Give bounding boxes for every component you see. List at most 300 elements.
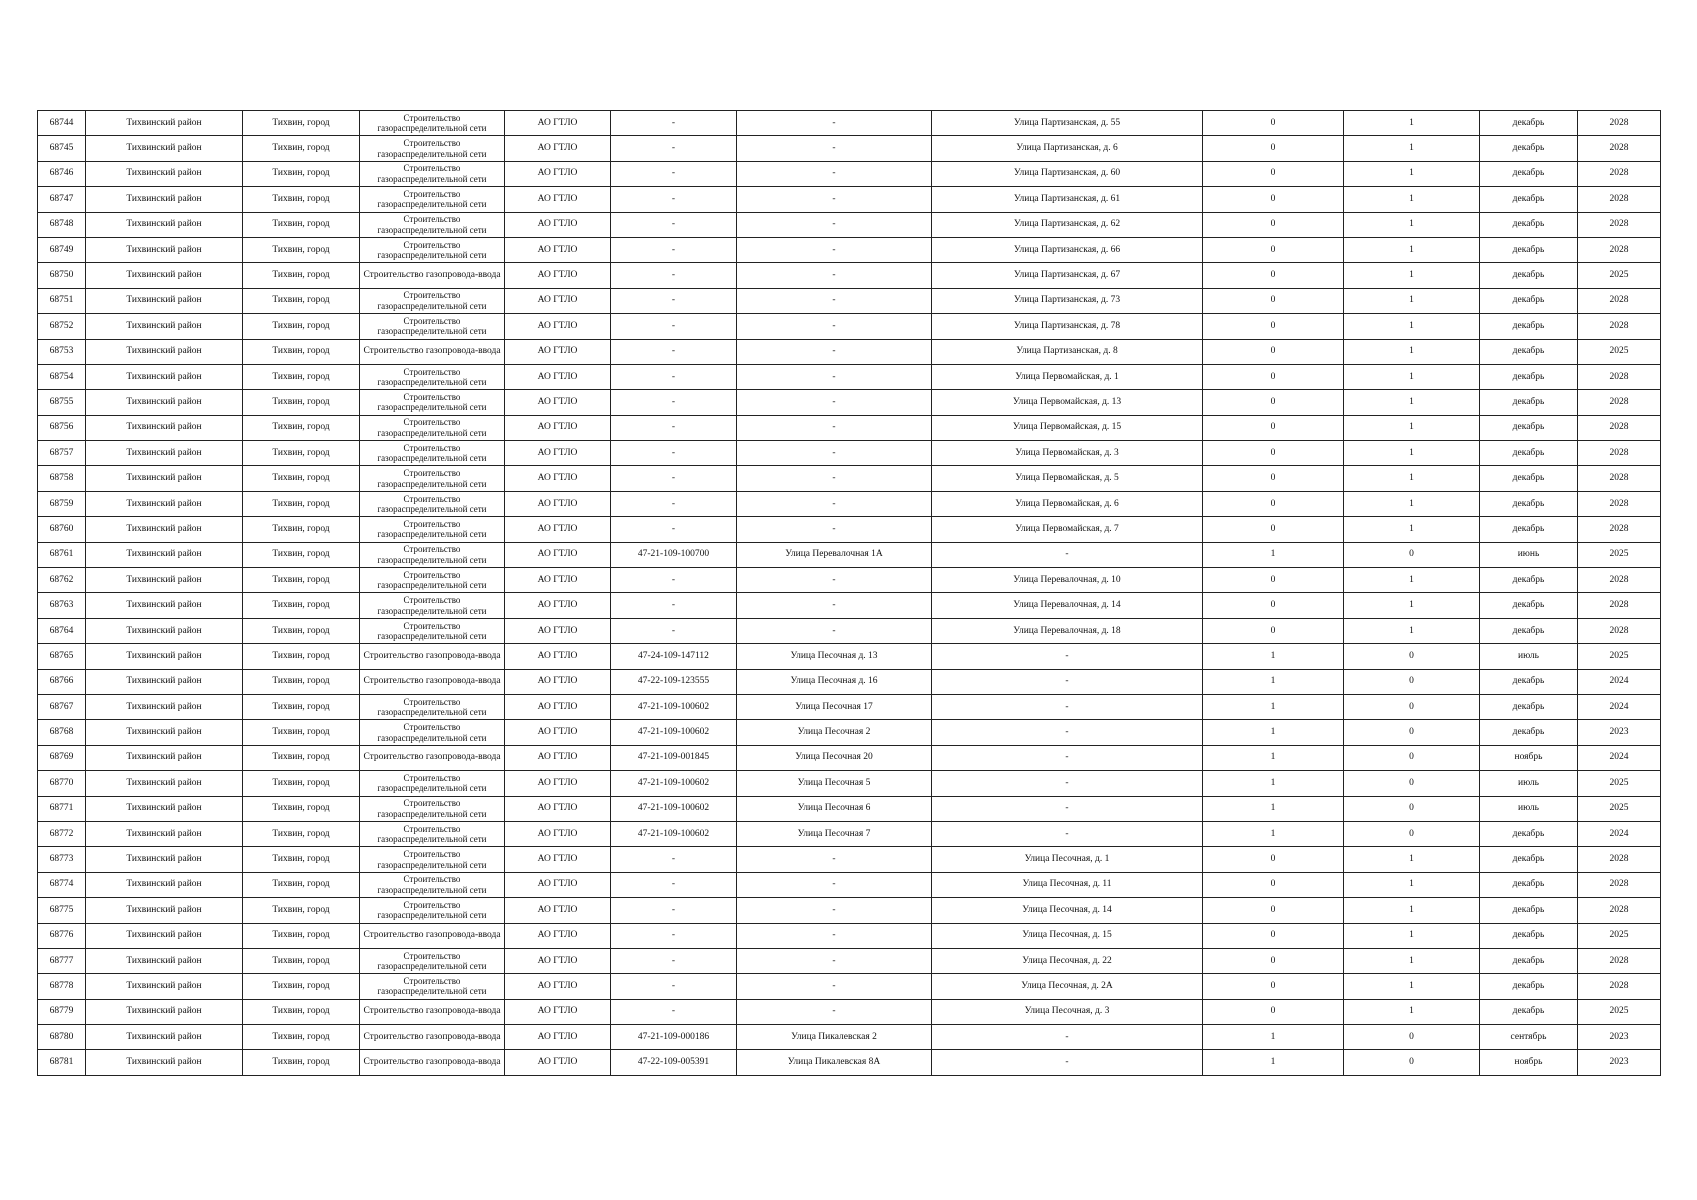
month-cell: декабрь: [1480, 923, 1578, 948]
operator-cell: АО ГТЛО: [505, 161, 611, 186]
work-type-cell: Строительство газораспределительной сети: [360, 136, 505, 161]
month-cell: декабрь: [1480, 263, 1578, 288]
year-cell: 2028: [1578, 974, 1661, 999]
district-cell: Тихвинский район: [86, 593, 243, 618]
flag-a-cell: 1: [1203, 745, 1344, 770]
flag-a-cell: 1: [1203, 669, 1344, 694]
cadastral-number-cell: -: [611, 898, 737, 923]
house-address-cell: -: [932, 644, 1203, 669]
row-id-cell: 68763: [38, 593, 86, 618]
work-type-cell: Строительство газораспределительной сети: [360, 898, 505, 923]
table-row: [38, 872, 1661, 897]
locality-cell: Тихвин, город: [243, 796, 360, 821]
work-type-cell: Строительство газораспределительной сети: [360, 974, 505, 999]
flag-a-cell: 0: [1203, 847, 1344, 872]
flag-b-cell: 1: [1344, 364, 1480, 389]
operator-cell: АО ГТЛО: [505, 948, 611, 973]
work-type-cell: Строительство газораспределительной сети: [360, 517, 505, 542]
cadastral-number-cell: -: [611, 314, 737, 339]
district-cell: Тихвинский район: [86, 898, 243, 923]
cadastral-number-cell: -: [611, 187, 737, 212]
table-row: [38, 771, 1661, 796]
month-cell: декабрь: [1480, 288, 1578, 313]
house-address-cell: -: [932, 821, 1203, 846]
district-cell: Тихвинский район: [86, 872, 243, 897]
cadastral-number-cell: -: [611, 466, 737, 491]
house-address-cell: Улица Партизанская, д. 60: [932, 161, 1203, 186]
month-cell: декабрь: [1480, 593, 1578, 618]
flag-b-cell: 1: [1344, 999, 1480, 1024]
flag-b-cell: 1: [1344, 390, 1480, 415]
table-row: [38, 568, 1661, 593]
house-address-cell: Улица Песочная, д. 2А: [932, 974, 1203, 999]
locality-cell: Тихвин, город: [243, 847, 360, 872]
work-type-cell: Строительство газопровода-ввода: [360, 339, 505, 364]
table-row: [38, 237, 1661, 262]
locality-cell: Тихвин, город: [243, 339, 360, 364]
house-address-cell: Улица Песочная, д. 14: [932, 898, 1203, 923]
house-address-cell: Улица Перевалочная, д. 14: [932, 593, 1203, 618]
district-cell: Тихвинский район: [86, 999, 243, 1024]
flag-a-cell: 1: [1203, 720, 1344, 745]
locality-cell: Тихвин, город: [243, 441, 360, 466]
year-cell: 2028: [1578, 593, 1661, 618]
flag-b-cell: 1: [1344, 441, 1480, 466]
work-type-cell: Строительство газораспределительной сети: [360, 237, 505, 262]
object-address-cell: Улица Песочная д. 16: [737, 669, 932, 694]
month-cell: декабрь: [1480, 237, 1578, 262]
flag-b-cell: 1: [1344, 288, 1480, 313]
district-cell: Тихвинский район: [86, 491, 243, 516]
object-address-cell: Улица Перевалочная 1А: [737, 542, 932, 567]
month-cell: июль: [1480, 771, 1578, 796]
flag-b-cell: 1: [1344, 212, 1480, 237]
year-cell: 2028: [1578, 441, 1661, 466]
flag-b-cell: 0: [1344, 542, 1480, 567]
flag-b-cell: 0: [1344, 669, 1480, 694]
locality-cell: Тихвин, город: [243, 364, 360, 389]
object-address-cell: Улица Песочная 2: [737, 720, 932, 745]
year-cell: 2024: [1578, 669, 1661, 694]
house-address-cell: Улица Перевалочная, д. 10: [932, 568, 1203, 593]
object-address-cell: Улица Песочная д. 13: [737, 644, 932, 669]
object-address-cell: -: [737, 161, 932, 186]
month-cell: июль: [1480, 796, 1578, 821]
row-id-cell: 68748: [38, 212, 86, 237]
work-type-cell: Строительство газораспределительной сети: [360, 618, 505, 643]
row-id-cell: 68747: [38, 187, 86, 212]
year-cell: 2028: [1578, 161, 1661, 186]
year-cell: 2024: [1578, 694, 1661, 719]
year-cell: 2023: [1578, 1050, 1661, 1075]
table-row: [38, 111, 1661, 136]
district-cell: Тихвинский район: [86, 364, 243, 389]
operator-cell: АО ГТЛО: [505, 974, 611, 999]
flag-b-cell: 1: [1344, 923, 1480, 948]
object-address-cell: -: [737, 390, 932, 415]
flag-a-cell: 0: [1203, 263, 1344, 288]
cadastral-number-cell: -: [611, 390, 737, 415]
row-id-cell: 68759: [38, 491, 86, 516]
year-cell: 2025: [1578, 796, 1661, 821]
flag-b-cell: 1: [1344, 898, 1480, 923]
operator-cell: АО ГТЛО: [505, 288, 611, 313]
operator-cell: АО ГТЛО: [505, 771, 611, 796]
house-address-cell: Улица Первомайская, д. 5: [932, 466, 1203, 491]
work-type-cell: Строительство газораспределительной сети: [360, 441, 505, 466]
locality-cell: Тихвин, город: [243, 669, 360, 694]
month-cell: декабрь: [1480, 187, 1578, 212]
operator-cell: АО ГТЛО: [505, 999, 611, 1024]
flag-b-cell: 1: [1344, 314, 1480, 339]
cadastral-number-cell: -: [611, 237, 737, 262]
month-cell: сентябрь: [1480, 1025, 1578, 1050]
month-cell: декабрь: [1480, 872, 1578, 897]
cadastral-number-cell: 47-21-109-100602: [611, 720, 737, 745]
month-cell: декабрь: [1480, 618, 1578, 643]
table-row: [38, 694, 1661, 719]
cadastral-number-cell: 47-22-109-123555: [611, 669, 737, 694]
locality-cell: Тихвин, город: [243, 136, 360, 161]
district-cell: Тихвинский район: [86, 136, 243, 161]
work-type-cell: Строительство газопровода-ввода: [360, 263, 505, 288]
locality-cell: Тихвин, город: [243, 974, 360, 999]
flag-b-cell: 0: [1344, 1025, 1480, 1050]
house-address-cell: Улица Первомайская, д. 3: [932, 441, 1203, 466]
table-row: [38, 847, 1661, 872]
month-cell: декабрь: [1480, 669, 1578, 694]
row-id-cell: 68751: [38, 288, 86, 313]
flag-b-cell: 1: [1344, 568, 1480, 593]
flag-a-cell: 0: [1203, 517, 1344, 542]
work-type-cell: Строительство газопровода-ввода: [360, 745, 505, 770]
table-row: [38, 796, 1661, 821]
flag-b-cell: 0: [1344, 796, 1480, 821]
operator-cell: АО ГТЛО: [505, 618, 611, 643]
house-address-cell: Улица Песочная, д. 3: [932, 999, 1203, 1024]
district-cell: Тихвинский район: [86, 263, 243, 288]
locality-cell: Тихвин, город: [243, 923, 360, 948]
cadastral-number-cell: 47-21-109-100602: [611, 821, 737, 846]
table-row: [38, 390, 1661, 415]
district-cell: Тихвинский район: [86, 618, 243, 643]
year-cell: 2028: [1578, 898, 1661, 923]
operator-cell: АО ГТЛО: [505, 568, 611, 593]
flag-a-cell: 0: [1203, 161, 1344, 186]
month-cell: декабрь: [1480, 694, 1578, 719]
flag-b-cell: 0: [1344, 1050, 1480, 1075]
locality-cell: Тихвин, город: [243, 618, 360, 643]
locality-cell: Тихвин, город: [243, 593, 360, 618]
flag-b-cell: 0: [1344, 771, 1480, 796]
row-id-cell: 68760: [38, 517, 86, 542]
month-cell: декабрь: [1480, 898, 1578, 923]
year-cell: 2024: [1578, 821, 1661, 846]
flag-b-cell: 1: [1344, 618, 1480, 643]
locality-cell: Тихвин, город: [243, 491, 360, 516]
flag-b-cell: 1: [1344, 111, 1480, 136]
house-address-cell: Улица Партизанская, д. 61: [932, 187, 1203, 212]
table-row: [38, 542, 1661, 567]
month-cell: декабрь: [1480, 999, 1578, 1024]
locality-cell: Тихвин, город: [243, 1025, 360, 1050]
flag-b-cell: 1: [1344, 263, 1480, 288]
flag-b-cell: 1: [1344, 237, 1480, 262]
year-cell: 2028: [1578, 847, 1661, 872]
month-cell: ноябрь: [1480, 745, 1578, 770]
flag-a-cell: 1: [1203, 644, 1344, 669]
work-type-cell: Строительство газораспределительной сети: [360, 187, 505, 212]
row-id-cell: 68761: [38, 542, 86, 567]
year-cell: 2028: [1578, 111, 1661, 136]
house-address-cell: Улица Перевалочная, д. 18: [932, 618, 1203, 643]
district-cell: Тихвинский район: [86, 339, 243, 364]
object-address-cell: -: [737, 314, 932, 339]
table-row: [38, 999, 1661, 1024]
month-cell: декабрь: [1480, 491, 1578, 516]
locality-cell: Тихвин, город: [243, 212, 360, 237]
flag-a-cell: 1: [1203, 796, 1344, 821]
work-type-cell: Строительство газораспределительной сети: [360, 415, 505, 440]
table-row: [38, 1025, 1661, 1050]
object-address-cell: -: [737, 618, 932, 643]
object-address-cell: -: [737, 847, 932, 872]
locality-cell: Тихвин, город: [243, 415, 360, 440]
locality-cell: Тихвин, город: [243, 999, 360, 1024]
flag-b-cell: 1: [1344, 491, 1480, 516]
work-type-cell: Строительство газопровода-ввода: [360, 1050, 505, 1075]
cadastral-number-cell: -: [611, 999, 737, 1024]
flag-a-cell: 0: [1203, 974, 1344, 999]
work-type-cell: Строительство газопровода-ввода: [360, 644, 505, 669]
house-address-cell: -: [932, 796, 1203, 821]
object-address-cell: -: [737, 872, 932, 897]
house-address-cell: -: [932, 1050, 1203, 1075]
table-row: [38, 745, 1661, 770]
work-type-cell: Строительство газопровода-ввода: [360, 999, 505, 1024]
operator-cell: АО ГТЛО: [505, 314, 611, 339]
object-address-cell: -: [737, 237, 932, 262]
locality-cell: Тихвин, город: [243, 390, 360, 415]
work-type-cell: Строительство газопровода-ввода: [360, 669, 505, 694]
flag-b-cell: 1: [1344, 974, 1480, 999]
district-cell: Тихвинский район: [86, 796, 243, 821]
object-address-cell: -: [737, 212, 932, 237]
cadastral-number-cell: 47-21-109-001845: [611, 745, 737, 770]
district-cell: Тихвинский район: [86, 644, 243, 669]
house-address-cell: Улица Партизанская, д. 66: [932, 237, 1203, 262]
cadastral-number-cell: -: [611, 568, 737, 593]
locality-cell: Тихвин, город: [243, 111, 360, 136]
flag-a-cell: 0: [1203, 898, 1344, 923]
operator-cell: АО ГТЛО: [505, 720, 611, 745]
year-cell: 2028: [1578, 187, 1661, 212]
locality-cell: Тихвин, город: [243, 948, 360, 973]
table-row: [38, 923, 1661, 948]
operator-cell: АО ГТЛО: [505, 415, 611, 440]
cadastral-number-cell: -: [611, 847, 737, 872]
house-address-cell: Улица Партизанская, д. 55: [932, 111, 1203, 136]
cadastral-number-cell: -: [611, 161, 737, 186]
work-type-cell: Строительство газораспределительной сети: [360, 771, 505, 796]
table-row: [38, 491, 1661, 516]
year-cell: 2028: [1578, 314, 1661, 339]
object-address-cell: -: [737, 923, 932, 948]
district-cell: Тихвинский район: [86, 441, 243, 466]
object-address-cell: Улица Песочная 7: [737, 821, 932, 846]
month-cell: декабрь: [1480, 517, 1578, 542]
object-address-cell: -: [737, 187, 932, 212]
table-body: [38, 111, 1661, 1076]
flag-a-cell: 0: [1203, 618, 1344, 643]
operator-cell: АО ГТЛО: [505, 517, 611, 542]
object-address-cell: -: [737, 288, 932, 313]
locality-cell: Тихвин, город: [243, 466, 360, 491]
object-address-cell: Улица Песочная 20: [737, 745, 932, 770]
flag-b-cell: 1: [1344, 161, 1480, 186]
object-address-cell: -: [737, 568, 932, 593]
object-address-cell: -: [737, 999, 932, 1024]
year-cell: 2023: [1578, 1025, 1661, 1050]
table-row: [38, 618, 1661, 643]
row-id-cell: 68754: [38, 364, 86, 389]
operator-cell: АО ГТЛО: [505, 491, 611, 516]
house-address-cell: -: [932, 542, 1203, 567]
work-type-cell: Строительство газораспределительной сети: [360, 364, 505, 389]
object-address-cell: Улица Песочная 5: [737, 771, 932, 796]
month-cell: декабрь: [1480, 441, 1578, 466]
locality-cell: Тихвин, город: [243, 288, 360, 313]
flag-a-cell: 0: [1203, 999, 1344, 1024]
month-cell: декабрь: [1480, 847, 1578, 872]
district-cell: Тихвинский район: [86, 923, 243, 948]
operator-cell: АО ГТЛО: [505, 821, 611, 846]
locality-cell: Тихвин, город: [243, 1050, 360, 1075]
flag-b-cell: 0: [1344, 821, 1480, 846]
object-address-cell: -: [737, 364, 932, 389]
cadastral-number-cell: -: [611, 263, 737, 288]
row-id-cell: 68768: [38, 720, 86, 745]
month-cell: декабрь: [1480, 720, 1578, 745]
row-id-cell: 68770: [38, 771, 86, 796]
year-cell: 2028: [1578, 491, 1661, 516]
table-row: [38, 974, 1661, 999]
table-row: [38, 720, 1661, 745]
row-id-cell: 68744: [38, 111, 86, 136]
work-type-cell: Строительство газопровода-ввода: [360, 1025, 505, 1050]
month-cell: декабрь: [1480, 161, 1578, 186]
table-row: [38, 263, 1661, 288]
row-id-cell: 68764: [38, 618, 86, 643]
operator-cell: АО ГТЛО: [505, 263, 611, 288]
cadastral-number-cell: -: [611, 948, 737, 973]
locality-cell: Тихвин, город: [243, 314, 360, 339]
document-page: [37, 110, 1661, 1076]
year-cell: 2025: [1578, 644, 1661, 669]
work-type-cell: Строительство газораспределительной сети: [360, 161, 505, 186]
gasification-table: [37, 110, 1661, 1076]
operator-cell: АО ГТЛО: [505, 694, 611, 719]
table-row: [38, 288, 1661, 313]
row-id-cell: 68762: [38, 568, 86, 593]
row-id-cell: 68745: [38, 136, 86, 161]
house-address-cell: -: [932, 1025, 1203, 1050]
flag-a-cell: 0: [1203, 923, 1344, 948]
district-cell: Тихвинский район: [86, 847, 243, 872]
month-cell: декабрь: [1480, 568, 1578, 593]
year-cell: 2025: [1578, 771, 1661, 796]
cadastral-number-cell: -: [611, 618, 737, 643]
cadastral-number-cell: -: [611, 441, 737, 466]
locality-cell: Тихвин, город: [243, 872, 360, 897]
flag-b-cell: 1: [1344, 847, 1480, 872]
house-address-cell: Улица Песочная, д. 11: [932, 872, 1203, 897]
operator-cell: АО ГТЛО: [505, 542, 611, 567]
object-address-cell: Улица Песочная 6: [737, 796, 932, 821]
operator-cell: АО ГТЛО: [505, 796, 611, 821]
year-cell: 2025: [1578, 263, 1661, 288]
table-row: [38, 161, 1661, 186]
month-cell: декабрь: [1480, 364, 1578, 389]
district-cell: Тихвинский район: [86, 237, 243, 262]
work-type-cell: Строительство газораспределительной сети: [360, 466, 505, 491]
flag-a-cell: 1: [1203, 694, 1344, 719]
operator-cell: АО ГТЛО: [505, 339, 611, 364]
month-cell: июнь: [1480, 542, 1578, 567]
flag-a-cell: 1: [1203, 771, 1344, 796]
cadastral-number-cell: 47-21-109-100602: [611, 771, 737, 796]
operator-cell: АО ГТЛО: [505, 111, 611, 136]
district-cell: Тихвинский район: [86, 542, 243, 567]
cadastral-number-cell: 47-21-109-000186: [611, 1025, 737, 1050]
cadastral-number-cell: -: [611, 339, 737, 364]
flag-b-cell: 1: [1344, 517, 1480, 542]
table-row: [38, 644, 1661, 669]
flag-b-cell: 0: [1344, 694, 1480, 719]
work-type-cell: Строительство газораспределительной сети: [360, 491, 505, 516]
house-address-cell: Улица Партизанская, д. 62: [932, 212, 1203, 237]
year-cell: 2028: [1578, 618, 1661, 643]
house-address-cell: Улица Первомайская, д. 13: [932, 390, 1203, 415]
row-id-cell: 68776: [38, 923, 86, 948]
table-row: [38, 187, 1661, 212]
work-type-cell: Строительство газораспределительной сети: [360, 212, 505, 237]
row-id-cell: 68750: [38, 263, 86, 288]
month-cell: декабрь: [1480, 390, 1578, 415]
year-cell: 2028: [1578, 568, 1661, 593]
district-cell: Тихвинский район: [86, 948, 243, 973]
table-row: [38, 314, 1661, 339]
year-cell: 2028: [1578, 466, 1661, 491]
cadastral-number-cell: -: [611, 364, 737, 389]
table-row: [38, 593, 1661, 618]
cadastral-number-cell: -: [611, 212, 737, 237]
flag-a-cell: 0: [1203, 415, 1344, 440]
district-cell: Тихвинский район: [86, 415, 243, 440]
district-cell: Тихвинский район: [86, 187, 243, 212]
flag-a-cell: 0: [1203, 593, 1344, 618]
year-cell: 2025: [1578, 542, 1661, 567]
district-cell: Тихвинский район: [86, 212, 243, 237]
work-type-cell: Строительство газораспределительной сети: [360, 593, 505, 618]
flag-a-cell: 0: [1203, 187, 1344, 212]
cadastral-number-cell: -: [611, 288, 737, 313]
row-id-cell: 68755: [38, 390, 86, 415]
operator-cell: АО ГТЛО: [505, 390, 611, 415]
operator-cell: АО ГТЛО: [505, 441, 611, 466]
row-id-cell: 68780: [38, 1025, 86, 1050]
object-address-cell: -: [737, 517, 932, 542]
